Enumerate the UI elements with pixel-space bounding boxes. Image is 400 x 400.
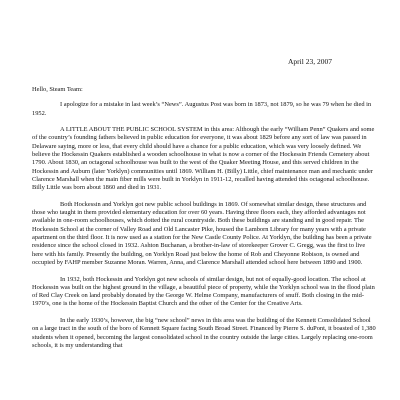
paragraph-correction: I apologize for a mistake in last week’s “News”. Augustus Post was born in 1873, not 1879, so he was 79 when he died in 1952. — [32, 101, 372, 117]
paragraph-1869-schools: Both Hockessin and Yorklyn got new public school buildings in 1869. Of somewhat similar design, these structures and those who taught in them provided elementary education for over 60 years. Having three floors each, they afforded advantages not available in one-room schoolhouses, which dotted the rural countryside. Both these buildings are standing and in good repair. The Hockessin School at the corner of Valley Road and Old Lancaster Pike, housed the Lamborn Library for many years with a private apartment on the third floor. It is now used as a station for the New Castle County Police. At Yorklyn, the building has been a private residence since the school closed in 1932. Ashton Buchanan, a brother-in-law of storekeeper Grover C. Gregg, was the first to live here with his family. Presently the building, on Yorklyn Road just below the home of Rob and Cheyonne Robison, is owned and occupied by FAHP member Suzanne Moran. Warren, Anna, and Clarence Marshall attended school here between 1890 and 1900. — [32, 200, 372, 266]
letter-date: April 23, 2007 — [288, 57, 332, 66]
letter-greeting: Hello, Steam Team: — [32, 86, 83, 93]
paragraph-kennett-consolidated: In the early 1930’s, however, the big “new school” news in this area was the building of the Kennett Consolidated School on a large tract in the south of the boro of Kennett Square facing South Broad Street. Financed by Pierre S. duPont, it boasted of 1,380 students when it opened, becoming the largest consolidated school in the country outside the large cities. Largely replacing one-room schools, it is my understanding that — [32, 317, 376, 349]
letter-body — [32, 86, 376, 359]
paragraph-1932-schools: In 1932, both Hockessin and Yorklyn got new schools of similar design, but not of equally-good location. The school at Hockessin was built on the highest ground in the village, a beautiful piece of property, while the Yorklyn school was in the flood plain of Red Clay Creek on land probably donated by the George W. Helme Company, manufacturers of snuff. Both closing in the mid-1970’s, one is the home of the Hockessin Baptist Church and the other of the Center for the Creative Arts. — [32, 275, 375, 308]
paragraph-public-school-history: A LITTLE ABOUT THE PUBLIC SCHOOL SYSTEM in this area: Although the early “William Penn” Quakers and some of the country’s founding fathers believed in public education for everyone, it was about 1829 before any sort of law was passed in Delaware saying, more or less, that every child should have a chance for a public education, which was very loosely defined. We believe the Hockessin Quakers established a wooden schoolhouse in what is now a corner of the Hockessin Friends Cemetery about 1790. About 1830, an octagonal schoolhouse was built to the west of the Quaker Meeting House, and this served children in the Hockessin and Auburn (later Yorklyn) communities until 1869. William H. (Billy) Little, chief maintenance man and mechanic under Clarence Marshall when the main fiber mills were built in Yorklyn in 1911-12, recalled having attended this octagonal schoolhouse. Billy Little was born about 1860 and died in 1931. — [32, 126, 375, 192]
